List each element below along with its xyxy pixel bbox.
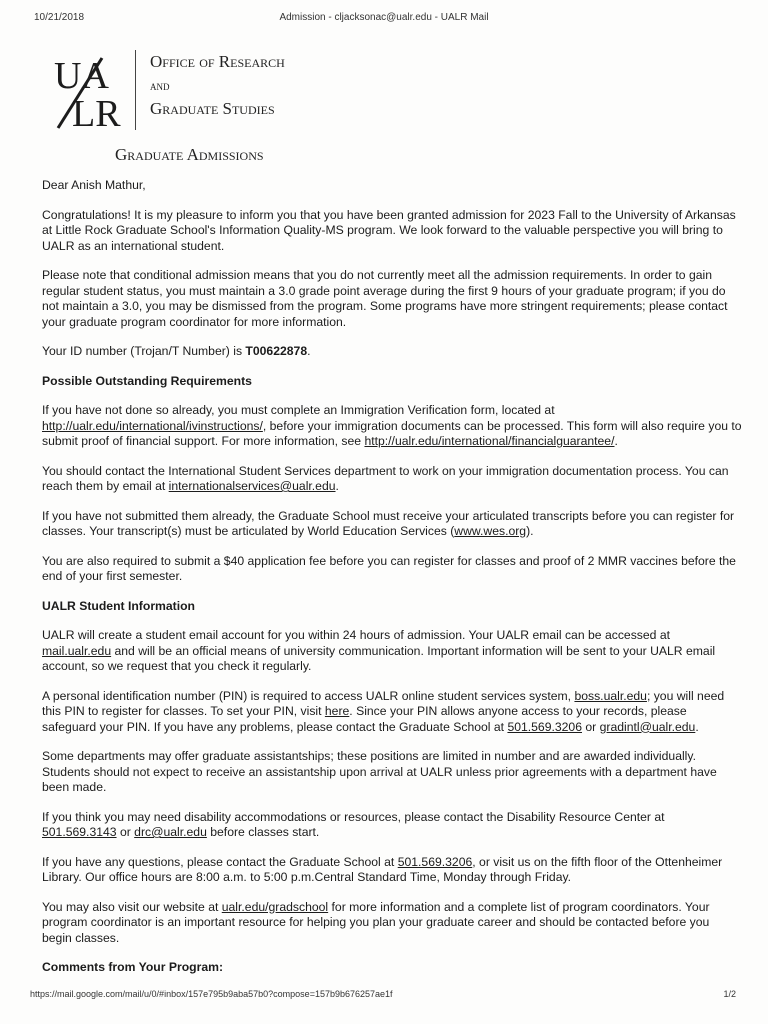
logo-divider (135, 50, 136, 130)
disability-text-b: or (116, 825, 135, 839)
office-line3: Graduate Studies (150, 99, 275, 118)
questions-text-b: , or visit us on the fifth floor of the Ottenheimer Library. Our office hours are 8:00 a.m. to 5:00 p.m.Central Standard Time, Monday through Friday. (42, 854, 723, 884)
transcripts-text-b: ). (526, 524, 534, 538)
visit-here-link[interactable]: here (324, 704, 350, 718)
paragraph-immigration (42, 403, 742, 450)
ualr-logo-mark (52, 50, 144, 132)
disability-text-c: before classes start. (206, 825, 320, 839)
paragraph-website (42, 900, 742, 947)
office-line2: and (150, 78, 170, 93)
wes-link[interactable]: www.wes.org (454, 524, 527, 538)
document-title: Graduate Admissions (115, 145, 264, 164)
paragraph-pin (42, 689, 742, 736)
iss-email-link[interactable]: internationalservices@ualr.edu (168, 479, 336, 493)
immigration-text-c: . (614, 434, 618, 448)
pin-text-c: . Since your PIN allows anyone access to your records, please safeguard your PIN. If you have any problems, please contact the Graduate School at (42, 704, 687, 734)
print-url: https://mail.google.com/mail/u/0/#inbox/157e795b9aba57b0?compose=157b9b676257ae1f (30, 989, 393, 999)
mail-ualr-link[interactable]: mail.ualr.edu (42, 643, 112, 658)
greeting: Dear Anish Mathur, (42, 178, 146, 192)
paragraph-fee: You are also required to submit a $40 application fee before you can register for classes and proof of 2 MMR vaccines before the end of your first semester. (42, 553, 736, 583)
paragraph-international-services (42, 464, 742, 495)
heading-comments: Comments from Your Program: (42, 960, 224, 974)
boss-ualr-link[interactable]: boss.ualr.edu (574, 688, 647, 703)
transcripts-text-a: If you have not submitted them already, the Graduate School must receive your articulated transcripts before you can register for classes. Your transcript(s) must be articulated by World Education Services ( (42, 508, 735, 538)
paragraph-transcripts (42, 509, 742, 540)
questions-text-a: If you have any questions, please contact the Graduate School at (42, 854, 398, 869)
immigration-link-financialguarantee[interactable]: http://ualr.edu/international/financialguarantee/ (364, 434, 615, 448)
website-text-b: for more information and a complete list of program coordinators. Your program coordinator is an important resource for helping you plan your graduate career and should be contacted before you begin classes. (42, 899, 710, 945)
drc-phone-link[interactable]: 501.569.3143 (42, 825, 117, 839)
email-text-b: and will be an official means of university communication. Important information will be sent to your UALR email account, so we request that you check it regularly. (42, 643, 716, 673)
paragraph-email (42, 628, 742, 675)
website-text-a: You may also visit our website at (42, 899, 222, 914)
drc-email-link[interactable]: drc@ualr.edu (134, 825, 207, 839)
pin-text-d: or (582, 719, 600, 734)
paragraph-conditional: Please note that conditional admission means that you do not currently meet all the admission requirements. In order to gain regular student status, you must maintain a 3.0 grade point average during the first 9 hours of your graduate program; if you do not maintain a 3.0, you may be dismissed from the program. Some programs have more stringent requirements; please contact your graduate program coordinator for more information. (42, 268, 728, 329)
id-value: T00622878 (245, 344, 308, 358)
disability-text-a: If you think you may need disability accommodations or resources, please contact the Disability Resource Center at (42, 809, 665, 824)
paragraph-congratulations: Congratulations! It is my pleasure to inform you that you have been granted admission for 2023 Fall to the University of Arkansas at Little Rock Graduate School's Information Quality-MS program. We look forward to the valuable perspective you will bring to UALR as an international student. (42, 207, 736, 253)
email-text-a: UALR will create a student email account for you within 24 hours of admission. Your UALR email can be accessed at (42, 628, 670, 642)
paragraph-id-number (42, 344, 742, 360)
print-footer (0, 989, 768, 1003)
heading-outstanding-requirements: Possible Outstanding Requirements (42, 373, 252, 388)
grad-school-phone-link[interactable]: 501.569.3206 (507, 719, 582, 734)
gradschool-website-link[interactable]: ualr.edu/gradschool (221, 899, 329, 914)
logo-text-top: UA (54, 55, 109, 97)
immigration-text-b: , before your immigration documents can be processed. This form will also require you to submit proof of financial support. For more information, see (42, 418, 742, 448)
logo-text-bottom: LR (72, 93, 121, 132)
print-date: 10/21/2018 (34, 12, 85, 23)
print-title: Admission - cljacksonac@ualr.edu - UALR Mail (279, 12, 489, 23)
print-header (0, 12, 768, 28)
heading-student-information: UALR Student Information (42, 598, 196, 613)
pin-text-b: ; you will need this PIN to register for classes. To set your PIN, visit (42, 688, 725, 718)
page-number: 1/2 (723, 989, 736, 999)
iss-text-a: You should contact the International Student Services department to work on your immigration documentation process. You can reach them by email at (42, 463, 729, 493)
id-prefix: Your ID number (Trojan/T Number) is (42, 344, 246, 358)
immigration-text-a: If you have not done so already, you must complete an Immigration Verification form, located at (42, 403, 555, 417)
pin-text-a: A personal identification number (PIN) is required to access UALR online student services system, (42, 688, 575, 703)
questions-phone-link[interactable]: 501.569.3206 (397, 854, 473, 869)
gradintl-email-link[interactable]: gradintl@ualr.edu (599, 719, 696, 734)
letter-body (42, 178, 742, 990)
office-line1: Office of Research (150, 52, 285, 71)
paragraph-disability (42, 810, 742, 841)
id-suffix: . (307, 344, 311, 358)
paragraph-questions (42, 855, 742, 886)
paragraph-assistantships: Some departments may offer graduate assistantships; these positions are limited in number and are awarded individually. Students should not expect to receive an assistantship upon arrival at UALR unless prior agreements with a department have been made. (42, 749, 717, 794)
iss-text-b: . (335, 479, 339, 493)
immigration-link-ivinstructions[interactable]: http://ualr.edu/international/ivinstructions/ (42, 418, 263, 433)
ualr-logo (52, 50, 144, 132)
pin-text-e: . (695, 719, 699, 734)
